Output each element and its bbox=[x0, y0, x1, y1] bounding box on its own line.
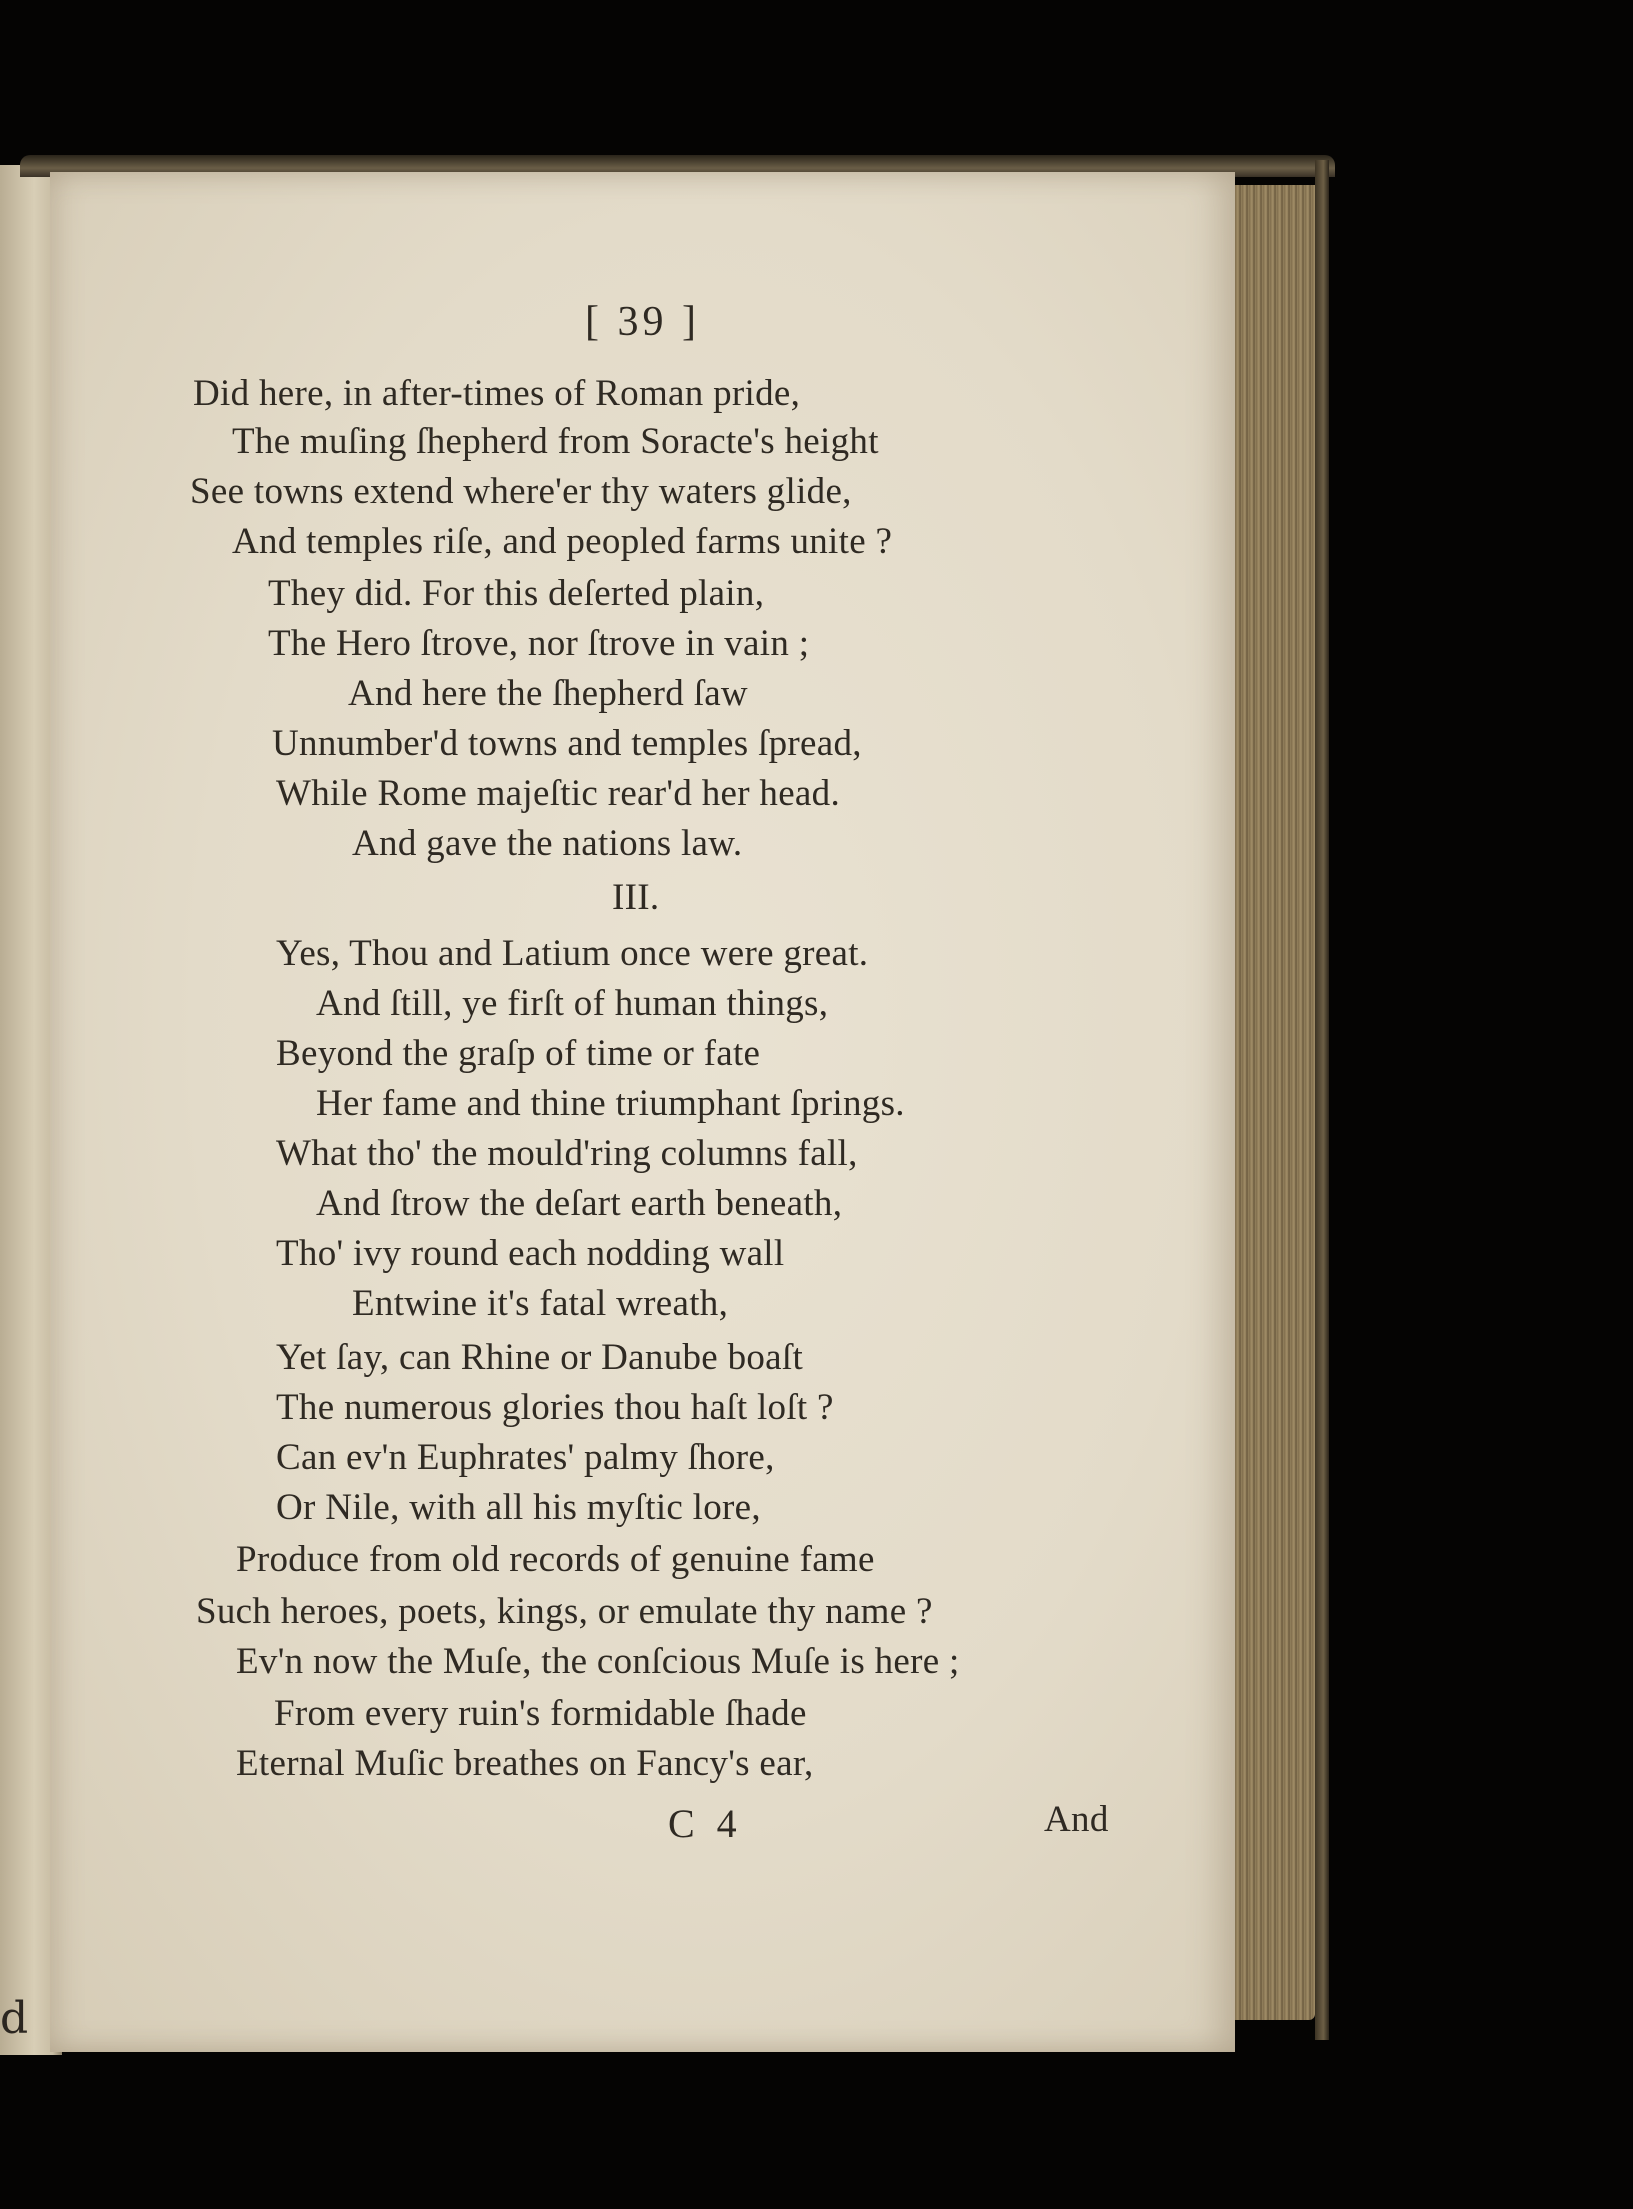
verse-line: The Hero ſtrove, nor ſtrove in vain ; bbox=[268, 623, 810, 664]
verse-line: Such heroes, poets, kings, or emulate thy name ? bbox=[196, 1591, 933, 1632]
verse-line: Did here, in after-times of Roman pride, bbox=[193, 373, 801, 414]
verse-line: And ſtill, ye firſt of human things, bbox=[316, 983, 829, 1024]
verse-line: The numerous glories thou haſt loſt ? bbox=[276, 1387, 834, 1428]
verse-line: And here the ſhepherd ſaw bbox=[348, 673, 748, 714]
verse-line: Ev'n now the Muſe, the conſcious Muſe is here ; bbox=[236, 1641, 960, 1682]
verse-line: Yet ſay, can Rhine or Danube boaſt bbox=[276, 1337, 804, 1378]
verse-line: Or Nile, with all his myſtic lore, bbox=[276, 1487, 761, 1528]
verse-line: Tho' ivy round each nodding wall bbox=[276, 1233, 785, 1274]
verse-line: Yes, Thou and Latium once were great. bbox=[276, 933, 869, 974]
verse-line: While Rome majeſtic rear'd her head. bbox=[276, 773, 840, 814]
verse-line: The muſing ſhepherd from Soracte's height bbox=[232, 421, 879, 462]
stanza-number: III. bbox=[612, 877, 660, 918]
verse-line: Can ev'n Euphrates' palmy ſhore, bbox=[276, 1437, 775, 1478]
verse-line: And temples riſe, and peopled farms unite ? bbox=[232, 521, 893, 562]
page-number: [ 39 ] bbox=[585, 299, 700, 345]
verse-line: Unnumber'd towns and temples ſpread, bbox=[272, 723, 862, 764]
verse-line: And gave the nations law. bbox=[352, 823, 743, 864]
verse-line: And ſtrow the deſart earth beneath, bbox=[316, 1183, 843, 1224]
verse-line: See towns extend where'er thy waters glide, bbox=[190, 471, 852, 512]
verse-line: Produce from old records of genuine fame bbox=[236, 1539, 875, 1580]
page-block-edges bbox=[1235, 185, 1315, 2020]
verse-line: Beyond the graſp of time or fate bbox=[276, 1033, 761, 1074]
verse-line: Her fame and thine triumphant ſprings. bbox=[316, 1083, 905, 1124]
book-cover-right-edge bbox=[1315, 160, 1329, 2040]
verse-line: Entwine it's fatal wreath, bbox=[352, 1283, 729, 1324]
verse-line: From every ruin's formidable ſhade bbox=[274, 1693, 807, 1734]
left-page-text-fragment: d bbox=[0, 1993, 29, 2044]
catchword: And bbox=[1044, 1799, 1109, 1840]
verse-line: What tho' the mould'ring columns fall, bbox=[276, 1133, 858, 1174]
verse-line: They did. For this deſerted plain, bbox=[268, 573, 765, 614]
verse-line: Eternal Muſic breathes on Fancy's ear, bbox=[236, 1743, 814, 1784]
signature-mark: C 4 bbox=[668, 1801, 743, 1846]
